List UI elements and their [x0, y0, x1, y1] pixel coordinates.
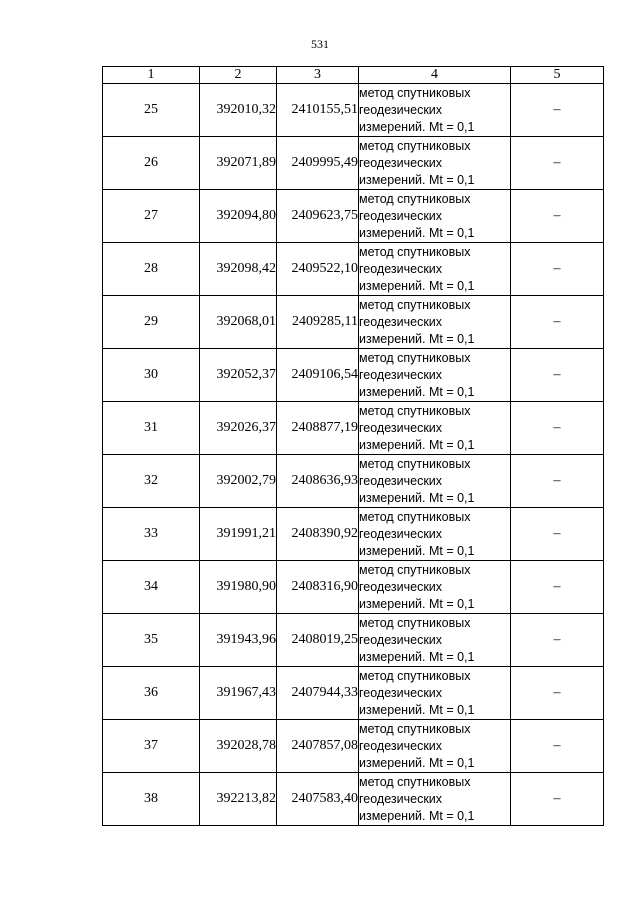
y-coordinate-cell: 2408316,90 — [277, 561, 359, 614]
note-cell: – — [511, 455, 604, 508]
method-cell: метод спутниковых геодезических измерений. Mt = 0,1 — [359, 190, 511, 243]
column-header-5: 5 — [511, 67, 604, 84]
column-header-1: 1 — [103, 67, 200, 84]
note-cell: – — [511, 84, 604, 137]
method-cell: метод спутниковых геодезических измерений. Mt = 0,1 — [359, 455, 511, 508]
note-cell: – — [511, 243, 604, 296]
point-number-cell: 29 — [103, 296, 200, 349]
y-coordinate-cell: 2408019,25 — [277, 614, 359, 667]
y-coordinate-cell: 2407944,33 — [277, 667, 359, 720]
note-cell: – — [511, 508, 604, 561]
table-row — [103, 508, 604, 561]
table-row — [103, 349, 604, 402]
y-coordinate-cell: 2407857,08 — [277, 720, 359, 773]
x-coordinate-cell: 392071,89 — [200, 137, 277, 190]
y-coordinate-cell: 2409106,54 — [277, 349, 359, 402]
table-row — [103, 84, 604, 137]
point-number-cell: 30 — [103, 349, 200, 402]
x-coordinate-cell: 392026,37 — [200, 402, 277, 455]
note-cell: – — [511, 667, 604, 720]
table-row — [103, 243, 604, 296]
point-number-cell: 37 — [103, 720, 200, 773]
table-row — [103, 455, 604, 508]
method-cell: метод спутниковых геодезических измерений. Mt = 0,1 — [359, 773, 511, 826]
y-coordinate-cell: 2409995,49 — [277, 137, 359, 190]
point-number-cell: 31 — [103, 402, 200, 455]
table-row — [103, 296, 604, 349]
point-number-cell: 33 — [103, 508, 200, 561]
x-coordinate-cell: 392002,79 — [200, 455, 277, 508]
y-coordinate-cell: 2409285,11 — [277, 296, 359, 349]
point-number-cell: 34 — [103, 561, 200, 614]
point-number-cell: 38 — [103, 773, 200, 826]
method-cell: метод спутниковых геодезических измерений. Mt = 0,1 — [359, 402, 511, 455]
method-cell: метод спутниковых геодезических измерений. Mt = 0,1 — [359, 243, 511, 296]
x-coordinate-cell: 392028,78 — [200, 720, 277, 773]
method-cell: метод спутниковых геодезических измерений. Mt = 0,1 — [359, 561, 511, 614]
table-row — [103, 402, 604, 455]
table-body — [103, 84, 604, 826]
note-cell: – — [511, 561, 604, 614]
point-number-cell: 35 — [103, 614, 200, 667]
x-coordinate-cell: 392098,42 — [200, 243, 277, 296]
note-cell: – — [511, 614, 604, 667]
coordinates-table — [102, 66, 604, 826]
point-number-cell: 28 — [103, 243, 200, 296]
point-number-cell: 26 — [103, 137, 200, 190]
column-header-4: 4 — [359, 67, 511, 84]
note-cell: – — [511, 402, 604, 455]
point-number-cell: 27 — [103, 190, 200, 243]
note-cell: – — [511, 349, 604, 402]
x-coordinate-cell: 391943,96 — [200, 614, 277, 667]
x-coordinate-cell: 392052,37 — [200, 349, 277, 402]
note-cell: – — [511, 190, 604, 243]
y-coordinate-cell: 2410155,51 — [277, 84, 359, 137]
x-coordinate-cell: 392094,80 — [200, 190, 277, 243]
method-cell: метод спутниковых геодезических измерений. Mt = 0,1 — [359, 137, 511, 190]
x-coordinate-cell: 391967,43 — [200, 667, 277, 720]
method-cell: метод спутниковых геодезических измерений. Mt = 0,1 — [359, 720, 511, 773]
point-number-cell: 25 — [103, 84, 200, 137]
y-coordinate-cell: 2408390,92 — [277, 508, 359, 561]
y-coordinate-cell: 2408877,19 — [277, 402, 359, 455]
x-coordinate-cell: 391991,21 — [200, 508, 277, 561]
y-coordinate-cell: 2408636,93 — [277, 455, 359, 508]
method-cell: метод спутниковых геодезических измерений. Mt = 0,1 — [359, 614, 511, 667]
method-cell: метод спутниковых геодезических измерений. Mt = 0,1 — [359, 508, 511, 561]
point-number-cell: 36 — [103, 667, 200, 720]
note-cell: – — [511, 773, 604, 826]
table-row — [103, 137, 604, 190]
note-cell: – — [511, 720, 604, 773]
method-cell: метод спутниковых геодезических измерений. Mt = 0,1 — [359, 84, 511, 137]
method-cell: метод спутниковых геодезических измерений. Mt = 0,1 — [359, 296, 511, 349]
table-row — [103, 614, 604, 667]
note-cell: – — [511, 296, 604, 349]
table-row — [103, 773, 604, 826]
table-row — [103, 561, 604, 614]
note-cell: – — [511, 137, 604, 190]
y-coordinate-cell: 2409522,10 — [277, 243, 359, 296]
x-coordinate-cell: 392213,82 — [200, 773, 277, 826]
column-header-3: 3 — [277, 67, 359, 84]
table-row — [103, 720, 604, 773]
x-coordinate-cell: 392068,01 — [200, 296, 277, 349]
method-cell: метод спутниковых геодезических измерений. Mt = 0,1 — [359, 667, 511, 720]
x-coordinate-cell: 391980,90 — [200, 561, 277, 614]
y-coordinate-cell: 2407583,40 — [277, 773, 359, 826]
y-coordinate-cell: 2409623,75 — [277, 190, 359, 243]
x-coordinate-cell: 392010,32 — [200, 84, 277, 137]
table-row — [103, 667, 604, 720]
table-row — [103, 190, 604, 243]
point-number-cell: 32 — [103, 455, 200, 508]
page-number: 531 — [311, 37, 329, 51]
column-header-2: 2 — [200, 67, 277, 84]
method-cell: метод спутниковых геодезических измерений. Mt = 0,1 — [359, 349, 511, 402]
header-row — [103, 67, 604, 84]
